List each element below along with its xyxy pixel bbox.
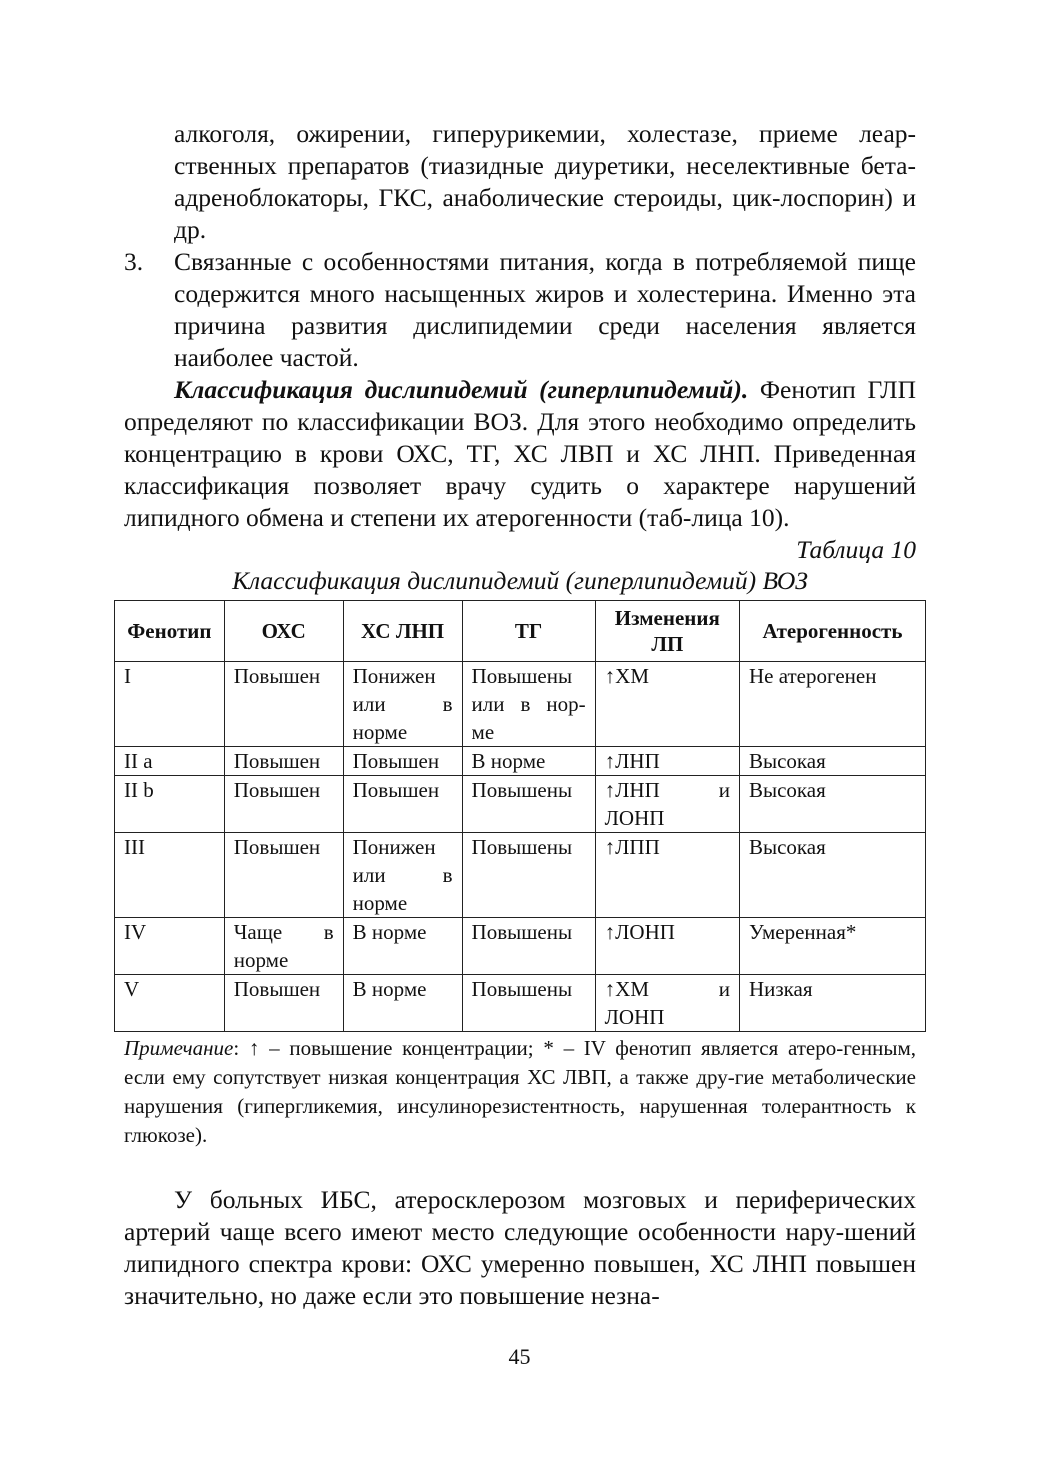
- table-row: [115, 833, 926, 918]
- note-text: : ↑ – повышение концентрации; * – IV фенотип является атеро-генным, если ему сопутствует низкая концентрация ХС ЛВП, а также дру-гие метаболические нарушения (гипергликемия, инсулинорезистентность, нарушенная толерантность к глюкозе).: [124, 1036, 916, 1147]
- table-cell: Повышен: [224, 833, 343, 918]
- list-item-3: [124, 246, 916, 374]
- table-cell: II b: [115, 776, 225, 833]
- list-number: 3.: [124, 247, 144, 276]
- table-number: Таблица 10: [796, 535, 916, 564]
- table-cell: Повышен: [224, 747, 343, 776]
- table-cell: Высокая: [739, 833, 925, 918]
- note-label: Примечание: [124, 1036, 234, 1060]
- table-title: Классификация дислипидемий (гиперлипидемий) ВОЗ: [232, 566, 808, 595]
- table-cell: Повышены или в нор-ме: [462, 662, 595, 747]
- table-note: [124, 1034, 916, 1150]
- table-cell: Повышены: [462, 833, 595, 918]
- table-cell: В норме: [343, 975, 462, 1032]
- table-cell: Высокая: [739, 776, 925, 833]
- header-cell: ОХС: [224, 601, 343, 662]
- header-cell: Изменения ЛП: [595, 601, 739, 662]
- table-cell: Низкая: [739, 975, 925, 1032]
- table-cell: Повышены: [462, 918, 595, 975]
- classification-heading: Классификация дислипидемий (гиперлипидемий).: [174, 375, 749, 404]
- table-row: [115, 747, 926, 776]
- table-cell: I: [115, 662, 225, 747]
- table-cell: Понижен или в норме: [343, 833, 462, 918]
- table-cell: Повышен: [343, 747, 462, 776]
- table-header-row: [115, 601, 926, 662]
- classification-paragraph: [124, 374, 916, 534]
- table-row: [115, 975, 926, 1032]
- table-cell: Повышен: [224, 776, 343, 833]
- header-cell: ТГ: [462, 601, 595, 662]
- continued-list-text: алкоголя, ожирении, гиперурикемии, холестазе, приеме леар-ственных препаратов (тиазидные диуретики, неселективные бета-адреноблокаторы, ГКС, анаболические стероиды, цик-лоспорин) и др.: [174, 119, 916, 244]
- table-cell: Повышен: [343, 776, 462, 833]
- table-cell: ↑ЛПП: [595, 833, 739, 918]
- table-cell: Понижен или в норме: [343, 662, 462, 747]
- table-cell: IV: [115, 918, 225, 975]
- table-cell: ↑ХМ и ЛОНП: [595, 975, 739, 1032]
- table-cell: Умеренная*: [739, 918, 925, 975]
- page-content: [124, 118, 916, 1312]
- table-cell: Повышен: [224, 662, 343, 747]
- table-cell: ↑ХМ: [595, 662, 739, 747]
- table-cell: V: [115, 975, 225, 1032]
- table-cell: В норме: [343, 918, 462, 975]
- table-cell: Повышен: [224, 975, 343, 1032]
- table-row: [115, 918, 926, 975]
- header-cell: Атерогенность: [739, 601, 925, 662]
- table-row: [115, 662, 926, 747]
- spacer: [124, 1150, 916, 1184]
- classification-body: Фенотип ГЛП определяют по классификации ВОЗ. Для этого необходимо определить концентрацию в крови ОХС, ТГ, ХС ЛВП и ХС ЛНП. Приведенная классификация позволяет врачу судить о характере нарушений липидного обмена и степени их атерогенности (таб-лица 10).: [124, 375, 916, 532]
- table-cell: ↑ЛОНП: [595, 918, 739, 975]
- final-paragraph: У больных ИБС, атеросклерозом мозговых и периферических артерий чаще всего имеют место следующие особенности нару-шений липидного спектра крови: ОХС умеренно повышен, ХС ЛНП повышен значительно, но даже если это повышение незна-: [124, 1185, 916, 1310]
- table-cell: Не атерогенен: [739, 662, 925, 747]
- table-cell: III: [115, 833, 225, 918]
- table-cell: Повышены: [462, 975, 595, 1032]
- page-number: 45: [508, 1344, 531, 1369]
- table-cell: Высокая: [739, 747, 925, 776]
- table-cell: В норме: [462, 747, 595, 776]
- list-item-text: Связанные с особенностями питания, когда в потребляемой пище содержится много насыщенных жиров и холестерина. Именно эта причина развития дислипидемии среди населения является наиболее частой.: [174, 247, 916, 372]
- classification-table: [114, 600, 926, 1032]
- table-cell: II a: [115, 747, 225, 776]
- table-cell: Чаще в норме: [224, 918, 343, 975]
- table-row: [115, 776, 926, 833]
- table-cell: Повышены: [462, 776, 595, 833]
- table-cell: ↑ЛНП и ЛОНП: [595, 776, 739, 833]
- table-cell: ↑ЛНП: [595, 747, 739, 776]
- header-cell: ХС ЛНП: [343, 601, 462, 662]
- header-cell: Фенотип: [115, 601, 225, 662]
